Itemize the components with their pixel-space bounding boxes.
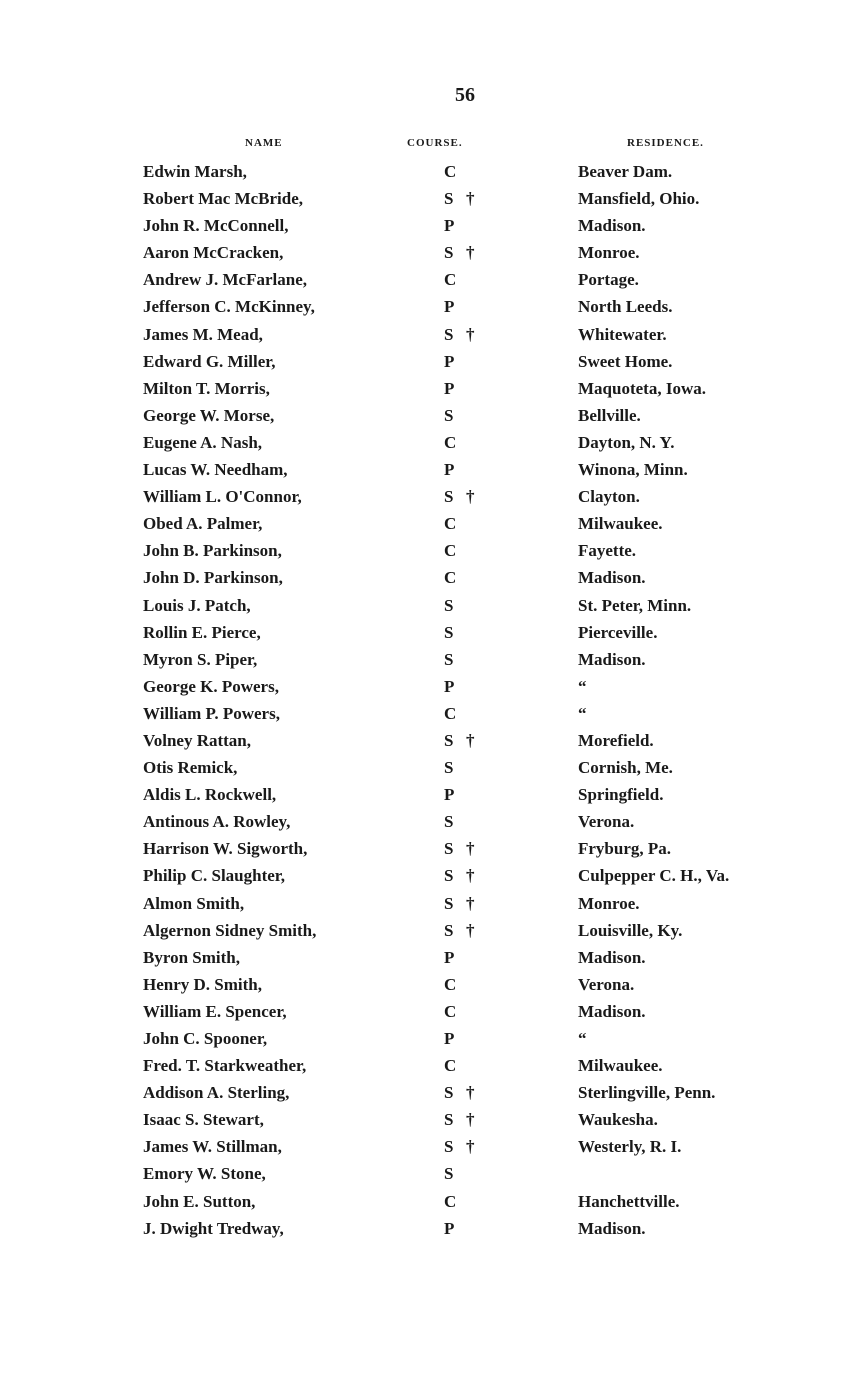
- student-name: James W. Stillman,: [143, 1137, 282, 1157]
- dagger-mark: †: [466, 920, 475, 940]
- course-code: P: [444, 216, 455, 236]
- course-code: S: [444, 189, 454, 209]
- roster-row: [0, 1215, 859, 1242]
- roster-row: [0, 1106, 859, 1133]
- student-name: John C. Spooner,: [143, 1029, 268, 1048]
- course-code: P: [444, 460, 455, 480]
- student-name: Aldis L. Rockwell,: [143, 785, 277, 805]
- residence: Madison.: [578, 649, 646, 669]
- residence: Monroe.: [578, 243, 640, 263]
- course-code: S: [444, 622, 454, 642]
- course-code: S: [444, 487, 454, 507]
- course-code: C: [444, 974, 457, 994]
- student-name: John E. Sutton,: [143, 1191, 256, 1211]
- course-code: C: [444, 1191, 457, 1211]
- course-code: C: [444, 514, 457, 534]
- student-name: John D. Parkinson,: [143, 568, 283, 588]
- course-code: P: [444, 351, 455, 371]
- residence: Milwaukee.: [578, 514, 663, 534]
- residence: “: [578, 703, 587, 723]
- residence: Pierceville.: [578, 622, 658, 642]
- student-name: John B. Parkinson,: [143, 541, 282, 561]
- student-name: Byron Smith,: [143, 947, 240, 967]
- roster-row: [0, 510, 859, 537]
- residence: Springfield.: [578, 785, 664, 805]
- course-code: S: [444, 405, 454, 425]
- course-code: P: [444, 785, 455, 805]
- roster-row: [0, 158, 859, 185]
- roster-row: [0, 1188, 859, 1215]
- residence: Sterlingville, Penn.: [578, 1083, 716, 1103]
- roster-row: [0, 429, 859, 456]
- roster-row: [0, 483, 859, 510]
- roster-row: [0, 673, 859, 700]
- student-name: Aaron McCracken,: [143, 243, 284, 263]
- roster-row: [0, 293, 859, 320]
- roster-row: [0, 890, 859, 917]
- roster-row: [0, 808, 859, 835]
- residence: Winona, Minn.: [578, 460, 688, 480]
- course-code: S: [444, 595, 454, 615]
- course-code: C: [444, 541, 457, 561]
- header-course: COURSE.: [407, 137, 463, 149]
- roster-row: [0, 1079, 859, 1106]
- student-name: Myron S. Piper,: [143, 649, 258, 669]
- course-code: S: [444, 1083, 454, 1103]
- roster-row: [0, 456, 859, 483]
- student-name: Lucas W. Needham,: [143, 460, 288, 480]
- student-name: William E. Spencer,: [143, 1001, 287, 1021]
- dagger-mark: †: [466, 730, 475, 750]
- roster-row: [0, 348, 859, 375]
- residence: Verona.: [578, 812, 635, 832]
- dagger-mark: †: [466, 839, 475, 859]
- residence: Fayette.: [578, 541, 637, 561]
- roster-row: [0, 835, 859, 862]
- course-code: S: [444, 893, 454, 913]
- course-code: C: [444, 703, 457, 723]
- header-residence: RESIDENCE.: [627, 137, 704, 149]
- column-headers: [0, 137, 859, 153]
- roster-row: [0, 1160, 859, 1187]
- course-code: S: [444, 1137, 454, 1157]
- residence: Dayton, N. Y.: [578, 432, 675, 452]
- residence: Waukesha.: [578, 1110, 658, 1130]
- residence: Portage.: [578, 270, 639, 290]
- course-code: C: [444, 568, 457, 588]
- student-name: Antinous A. Rowley,: [143, 812, 291, 832]
- student-name: Robert Mac McBride,: [143, 189, 304, 209]
- residence: “: [578, 676, 587, 696]
- residence: “: [578, 1029, 587, 1048]
- course-code: S: [444, 649, 454, 669]
- residence: Culpepper C. H., Va.: [578, 866, 730, 886]
- roster-row: [0, 944, 859, 971]
- dagger-mark: †: [466, 1083, 475, 1103]
- student-name: Henry D. Smith,: [143, 974, 262, 994]
- roster-row: [0, 862, 859, 889]
- course-code: C: [444, 1056, 457, 1076]
- residence: Clayton.: [578, 487, 640, 507]
- student-name: William L. O'Connor,: [143, 487, 302, 507]
- student-roster: [0, 158, 859, 1242]
- student-name: George W. Morse,: [143, 405, 275, 425]
- student-name: George K. Powers,: [143, 676, 279, 696]
- student-name: Edward G. Miller,: [143, 351, 276, 371]
- course-code: C: [444, 432, 457, 452]
- course-code: P: [444, 378, 455, 398]
- residence: Sweet Home.: [578, 351, 673, 371]
- student-name: Isaac S. Stewart,: [143, 1110, 264, 1130]
- roster-row: [0, 266, 859, 293]
- residence: Madison.: [578, 947, 646, 967]
- student-name: Volney Rattan,: [143, 730, 251, 750]
- student-name: Otis Remick,: [143, 758, 238, 778]
- roster-row: [0, 781, 859, 808]
- roster-row: [0, 239, 859, 266]
- roster-row: [0, 1025, 859, 1052]
- roster-row: [0, 402, 859, 429]
- residence: Maquoteta, Iowa.: [578, 378, 706, 398]
- student-name: Philip C. Slaughter,: [143, 866, 286, 886]
- header-name: NAME: [245, 137, 283, 149]
- dagger-mark: †: [466, 1137, 475, 1157]
- student-name: Algernon Sidney Smith,: [143, 920, 317, 940]
- student-name: Rollin E. Pierce,: [143, 622, 261, 642]
- student-name: Harrison W. Sigworth,: [143, 839, 308, 859]
- roster-row: [0, 1133, 859, 1160]
- residence: Whitewater.: [578, 324, 667, 344]
- student-name: Milton T. Morris,: [143, 378, 270, 398]
- residence: Monroe.: [578, 893, 640, 913]
- roster-row: [0, 321, 859, 348]
- roster-row: [0, 185, 859, 212]
- student-name: Emory W. Stone,: [143, 1164, 266, 1184]
- roster-row: [0, 971, 859, 998]
- course-code: S: [444, 1164, 454, 1184]
- course-code: S: [444, 1110, 454, 1130]
- student-name: William P. Powers,: [143, 703, 280, 723]
- residence: Mansfield, Ohio.: [578, 189, 700, 209]
- dagger-mark: †: [466, 324, 475, 344]
- roster-row: [0, 998, 859, 1025]
- course-code: S: [444, 324, 454, 344]
- roster-row: [0, 592, 859, 619]
- roster-row: [0, 917, 859, 944]
- residence: Cornish, Me.: [578, 758, 673, 778]
- course-code: S: [444, 812, 454, 832]
- residence: North Leeds.: [578, 297, 673, 317]
- student-name: Jefferson C. McKinney,: [143, 297, 315, 317]
- roster-row: [0, 754, 859, 781]
- residence: Madison.: [578, 1001, 646, 1021]
- roster-row: [0, 727, 859, 754]
- course-code: P: [444, 297, 455, 317]
- roster-row: [0, 619, 859, 646]
- residence: Bellville.: [578, 405, 641, 425]
- dagger-mark: †: [466, 893, 475, 913]
- residence: Milwaukee.: [578, 1056, 663, 1076]
- residence: Westerly, R. I.: [578, 1137, 682, 1157]
- course-code: S: [444, 839, 454, 859]
- residence: Verona.: [578, 974, 635, 994]
- student-name: Edwin Marsh,: [143, 162, 247, 181]
- student-name: Louis J. Patch,: [143, 595, 251, 615]
- dagger-mark: †: [466, 1110, 475, 1130]
- course-code: P: [444, 676, 455, 696]
- dagger-mark: †: [466, 189, 475, 209]
- student-name: Fred. T. Starkweather,: [143, 1056, 307, 1076]
- student-name: John R. McConnell,: [143, 216, 289, 236]
- student-name: Almon Smith,: [143, 893, 245, 913]
- roster-row: [0, 375, 859, 402]
- residence: Louisville, Ky.: [578, 920, 683, 940]
- course-code: P: [444, 1218, 455, 1238]
- course-code: S: [444, 243, 454, 263]
- dagger-mark: †: [466, 487, 475, 507]
- residence: Madison.: [578, 568, 646, 588]
- residence: Beaver Dam.: [578, 162, 673, 181]
- course-code: S: [444, 758, 454, 778]
- student-name: Eugene A. Nash,: [143, 432, 263, 452]
- residence: Madison.: [578, 1218, 646, 1238]
- residence: Madison.: [578, 216, 646, 236]
- dagger-mark: †: [466, 243, 475, 263]
- roster-row: [0, 537, 859, 564]
- roster-row: [0, 646, 859, 673]
- page-number: 56: [455, 84, 475, 106]
- residence: Fryburg, Pa.: [578, 839, 672, 859]
- residence: St. Peter, Minn.: [578, 595, 692, 615]
- course-code: P: [444, 1029, 455, 1048]
- student-name: Addison A. Sterling,: [143, 1083, 290, 1103]
- course-code: P: [444, 947, 455, 967]
- course-code: C: [444, 1001, 457, 1021]
- roster-row: [0, 564, 859, 591]
- dagger-mark: †: [466, 866, 475, 886]
- course-code: S: [444, 730, 454, 750]
- residence: Morefield.: [578, 730, 654, 750]
- course-code: S: [444, 920, 454, 940]
- course-code: S: [444, 866, 454, 886]
- roster-row: [0, 1052, 859, 1079]
- student-name: Andrew J. McFarlane,: [143, 270, 307, 290]
- student-name: Obed A. Palmer,: [143, 514, 263, 534]
- residence: Hanchettville.: [578, 1191, 680, 1211]
- roster-row: [0, 700, 859, 727]
- roster-row: [0, 212, 859, 239]
- student-name: J. Dwight Tredway,: [143, 1218, 284, 1238]
- course-code: C: [444, 270, 457, 290]
- course-code: C: [444, 162, 457, 181]
- student-name: James M. Mead,: [143, 324, 263, 344]
